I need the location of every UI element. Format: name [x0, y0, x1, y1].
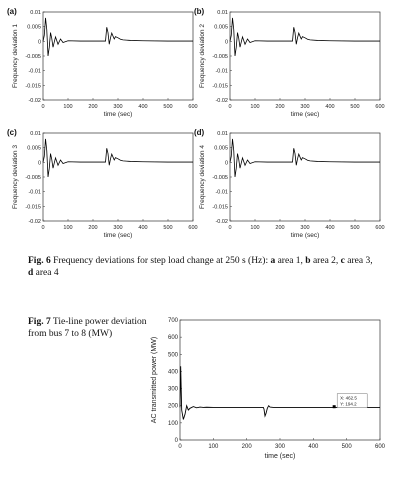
- fig6-caption-text-2: area 1,: [275, 256, 306, 266]
- y-tick-label: -0.005: [25, 54, 41, 60]
- y-tick-label: -0.005: [212, 175, 228, 181]
- x-tick-label: 300: [113, 225, 123, 231]
- plot-frame: [230, 12, 380, 100]
- fig6-caption-c: c: [340, 256, 345, 266]
- x-axis-label: time (sec): [290, 232, 320, 239]
- fig6-caption-text-4: area 3,: [344, 256, 373, 266]
- y-tick-label: 400: [167, 369, 178, 376]
- fig6-caption-text-3: area 2,: [310, 256, 341, 266]
- x-tick-label: 100: [250, 104, 260, 110]
- fig6-caption-b: b: [305, 256, 311, 266]
- chart-panel-4: [194, 128, 385, 239]
- y-tick-label: -0.015: [212, 83, 228, 90]
- y-tick-label: -0.02: [215, 219, 228, 225]
- y-axis-label: Frequency deviation 4: [199, 145, 206, 209]
- x-tick-label: 600: [188, 104, 198, 110]
- x-tick-label: 500: [350, 104, 360, 110]
- y-tick-label: 0.01: [30, 131, 41, 137]
- y-axis-label: Frequency deviation 2: [199, 24, 206, 88]
- x-tick-label: 300: [113, 104, 123, 110]
- fig7-caption: [28, 316, 148, 340]
- y-tick-label: -0.015: [25, 204, 41, 211]
- chart-panel-3: [7, 128, 198, 239]
- x-tick-label: 400: [325, 225, 335, 231]
- chart-panel-2: [194, 7, 385, 118]
- y-tick-label: 0: [224, 160, 228, 167]
- y-tick-label: 0.01: [30, 10, 41, 16]
- y-tick-label: 500: [167, 352, 178, 359]
- x-tick-label: 300: [274, 444, 286, 450]
- y-tick-label: 600: [167, 335, 178, 342]
- y-tick-label: -0.005: [212, 54, 228, 60]
- y-tick-label: 100: [167, 420, 178, 427]
- fig7-caption-text: Tie-line power deviation from bus 7 to 8 (MW): [28, 317, 147, 339]
- panel-label: (d): [194, 128, 205, 137]
- chart-panels: [7, 7, 386, 460]
- y-tick-label: -0.02: [215, 98, 228, 104]
- fig7-label: Fig. 7: [28, 317, 51, 327]
- x-axis-label: time (sec): [103, 232, 133, 239]
- y-tick-label: 0.005: [214, 145, 228, 152]
- x-axis-label: time (sec): [103, 111, 133, 118]
- x-tick-label: 200: [88, 104, 98, 110]
- x-tick-label: 200: [275, 104, 285, 110]
- fig6-caption-d: d: [28, 268, 34, 278]
- x-tick-label: 300: [300, 104, 310, 110]
- plot-frame: [43, 12, 193, 100]
- x-tick-label: 500: [350, 225, 360, 231]
- y-axis-label: AC transmitted power (MW): [151, 336, 158, 424]
- x-tick-label: 400: [325, 104, 335, 110]
- x-tick-label: 100: [63, 225, 73, 231]
- y-tick-label: -0.015: [25, 83, 41, 90]
- data-cursor-text: X: 462.5: [340, 395, 357, 401]
- data-cursor-marker: [333, 405, 336, 408]
- x-tick-label: 200: [275, 225, 285, 231]
- plot-frame: [43, 133, 193, 221]
- y-tick-label: 0: [224, 39, 228, 46]
- x-tick-label: 500: [341, 444, 352, 450]
- fig6-caption: [28, 255, 388, 279]
- fig6-caption-text-1: Frequency deviations for step load change at 250 s (Hz):: [53, 256, 271, 266]
- x-tick-label: 400: [138, 104, 148, 110]
- x-tick-label: 600: [374, 444, 386, 450]
- x-axis-label: time (sec): [264, 453, 296, 460]
- x-tick-label: 600: [188, 225, 198, 231]
- y-tick-label: 0: [174, 438, 178, 444]
- y-tick-label: -0.015: [212, 204, 228, 211]
- x-tick-label: 100: [63, 104, 73, 110]
- x-tick-label: 300: [300, 225, 310, 231]
- y-tick-label: 0: [37, 39, 41, 46]
- y-tick-label: -0.01: [215, 189, 228, 196]
- x-tick-label: 200: [88, 225, 98, 231]
- y-tick-label: -0.005: [25, 175, 41, 181]
- x-tick-label: 600: [375, 104, 385, 110]
- y-tick-label: -0.02: [28, 219, 41, 225]
- x-tick-label: 0: [41, 104, 45, 110]
- y-tick-label: 0.01: [217, 131, 228, 137]
- plot-frame: [180, 320, 380, 440]
- x-tick-label: 100: [208, 444, 219, 450]
- x-tick-label: 0: [228, 225, 232, 231]
- fig6-caption-text-5: area 4: [33, 268, 59, 278]
- y-tick-label: 0.005: [27, 145, 41, 152]
- chart-panel-5: [151, 318, 386, 460]
- fig6-caption-a: a: [270, 256, 276, 266]
- y-tick-label: 0: [37, 160, 41, 167]
- y-axis-label: Frequency deviation 1: [12, 24, 19, 88]
- x-tick-label: 0: [228, 104, 232, 110]
- x-tick-label: 500: [163, 225, 173, 231]
- y-tick-label: 700: [167, 318, 178, 324]
- y-axis-label: Frequency deviation 3: [12, 145, 19, 209]
- y-tick-label: -0.01: [28, 68, 41, 75]
- chart-panel-1: [7, 7, 198, 118]
- panel-label: (b): [194, 7, 205, 16]
- fig6-label: Fig. 6: [28, 256, 51, 266]
- x-tick-label: 0: [41, 225, 45, 231]
- x-tick-label: 500: [163, 104, 173, 110]
- x-tick-label: 400: [138, 225, 148, 231]
- panel-label: (a): [7, 7, 17, 16]
- panel-label: (c): [7, 128, 17, 137]
- y-tick-label: 0.005: [214, 24, 228, 31]
- x-tick-label: 0: [178, 444, 182, 450]
- data-cursor-text: Y: 194.2: [340, 401, 357, 407]
- x-tick-label: 400: [308, 444, 319, 450]
- plot-frame: [230, 133, 380, 221]
- y-tick-label: -0.01: [28, 189, 41, 196]
- y-tick-label: 200: [167, 403, 178, 410]
- y-tick-label: 0.005: [27, 24, 41, 31]
- x-tick-label: 100: [250, 225, 260, 231]
- y-tick-label: 300: [167, 386, 178, 393]
- x-tick-label: 200: [241, 444, 252, 450]
- x-axis-label: time (sec): [290, 111, 320, 118]
- y-tick-label: -0.01: [215, 68, 228, 75]
- y-tick-label: 0.01: [217, 10, 228, 16]
- x-tick-label: 600: [375, 225, 385, 231]
- y-tick-label: -0.02: [28, 98, 41, 104]
